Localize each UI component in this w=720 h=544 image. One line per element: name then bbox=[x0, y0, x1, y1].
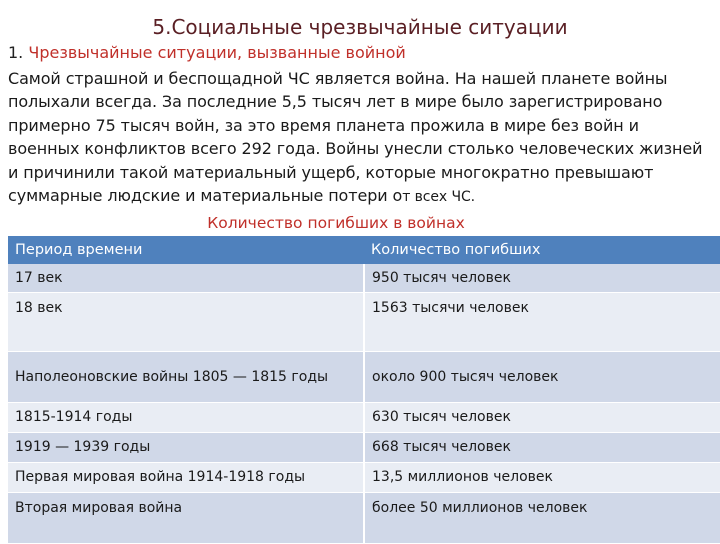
section-heading: Чрезвычайные ситуации, вызванные войной bbox=[28, 43, 406, 62]
paragraph-main: Самой страшной и беспощадной ЧС является война. На нашей планете войны полыхали всегда. За последние 5,5 тысяч лет в мире было зарегистрировано примерно 75 тысяч войн, за это время планета прожила в мире без войн и военных конфликтов всего 292 года. Войны унесли столько человеческих жизней и причинили такой материальный ущерб, которые многократно превышают суммарные людские и материальные потери о bbox=[8, 69, 703, 206]
period-cell: Вторая мировая война bbox=[8, 493, 364, 544]
period-cell: Наполеоновские войны 1805 — 1815 годы bbox=[8, 352, 364, 403]
paragraph-tail: т всех ЧС. bbox=[402, 189, 475, 206]
body-paragraph bbox=[8, 67, 712, 209]
casualties-cell: 950 тысяч человек bbox=[364, 264, 720, 293]
slide-title: 5.Социальные чрезвычайные ситуации bbox=[152, 15, 568, 39]
section-number: 1. bbox=[8, 43, 24, 62]
period-cell: 17 век bbox=[8, 264, 364, 293]
casualties-cell: 13,5 миллионов человек bbox=[364, 463, 720, 493]
table-row bbox=[8, 463, 720, 493]
casualties-cell: 630 тысяч человек bbox=[364, 403, 720, 433]
period-cell: 18 век bbox=[8, 293, 364, 352]
table-row bbox=[8, 293, 720, 352]
table-row bbox=[8, 403, 720, 433]
casualties-cell: 1563 тысячи человек bbox=[364, 293, 720, 352]
war-casualties-table bbox=[8, 236, 720, 544]
header-casualties: Количество погибших bbox=[364, 236, 720, 264]
table-row bbox=[8, 433, 720, 463]
table-header-row bbox=[8, 236, 720, 264]
casualties-cell: около 900 тысяч человек bbox=[364, 352, 720, 403]
period-cell: 1815-1914 годы bbox=[8, 403, 364, 433]
table-row bbox=[8, 493, 720, 544]
table-row bbox=[8, 264, 720, 293]
period-cell: Первая мировая война 1914-1918 годы bbox=[8, 463, 364, 493]
section-subtitle bbox=[8, 43, 406, 63]
casualties-cell: 668 тысяч человек bbox=[364, 433, 720, 463]
table-row bbox=[8, 352, 720, 403]
header-period: Период времени bbox=[8, 236, 364, 264]
table-caption: Количество погибших в войнах bbox=[207, 214, 465, 232]
casualties-cell: более 50 миллионов человек bbox=[364, 493, 720, 544]
period-cell: 1919 — 1939 годы bbox=[8, 433, 364, 463]
